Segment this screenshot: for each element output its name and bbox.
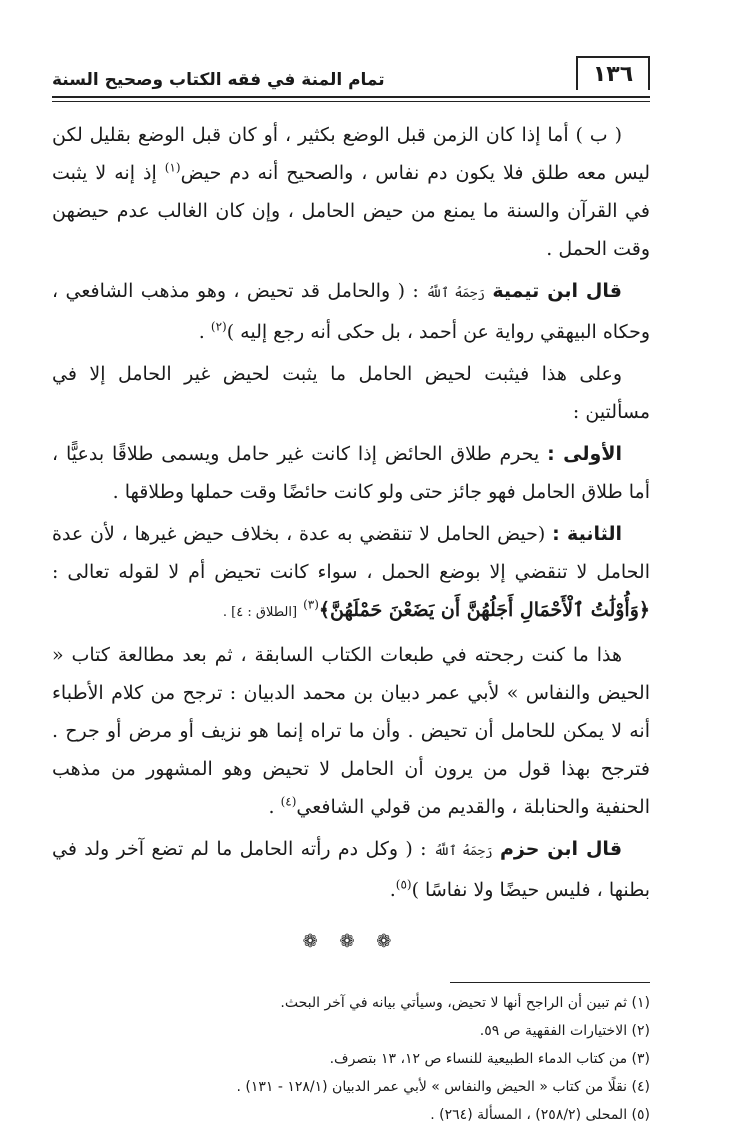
footnote-ref-5: (٥) xyxy=(395,877,412,892)
page-header xyxy=(52,56,650,98)
footnote-1: (١) ثم تبين أن الراجح أنها لا تحيض، وسيأتي بيانه في آخر البحث. xyxy=(280,995,650,1011)
first-case-lead: الأولى : xyxy=(547,443,622,465)
paragraph-3: وعلى هذا فيثبت لحيض الحامل ما يثبت لحيض غير الحامل إلا في مسألتين : xyxy=(52,363,650,423)
paragraph-7-end: . xyxy=(389,879,396,901)
paragraph-2 xyxy=(52,272,650,351)
footnote-4: (٤) نقلًا من كتاب « الحيض والنفاس » لأبي عمر الدبيان (١٢٨/١ - ١٣١) . xyxy=(236,1079,650,1095)
main-text xyxy=(52,116,650,909)
paragraph-6-end: . xyxy=(268,796,281,818)
honorific-2: رَحِمَهُ ٱللَّهُ xyxy=(433,844,493,859)
footnote-5: (٥) المحلى (٢٥٨/٢) ، المسألة (٢٦٤) . xyxy=(430,1107,650,1123)
paragraph-1-rest: إذ إنه لا يثبت في القرآن والسنة ما يمنع من حيض الحامل ، وإن كان الغالب عدم حيضهن وقت الحمل . xyxy=(52,162,650,260)
footnote-rule xyxy=(450,982,650,983)
page-number: ١٣٦ xyxy=(576,56,650,90)
paragraph-6 xyxy=(52,636,650,826)
paragraph-6-text: هذا ما كنت رجحته في طبعات الكتاب السابقة ، ثم بعد مطالعة كتاب « الحيض والنفاس » لأبي عمر دبيان بن محمد الدبيان : ترجح من كلام الأطباء أنه لا يمكن للحامل أن تحيض . وأن ما تراه إنما هو نزيف أو مرض أو جرح . فترجح بهذا قول من يرون أن الحامل لا تحيض وهو المشهور من مذهب الحنفية والحنابلة ، والقديم من قولي الشافعي xyxy=(52,644,650,818)
page xyxy=(52,56,650,1123)
book-title: تمام المنة في فقه الكتاب وصحيح السنة xyxy=(52,70,385,90)
footnote-ref-2: (٢) xyxy=(210,319,227,334)
honorific-1: رَحِمَهُ ٱللَّهُ xyxy=(426,286,485,301)
paragraph-5-text: (حيض الحامل لا تنقضي به عدة ، بخلاف حيض غيرها ، لأن عدة الحامل لا تنقضي إلا بوضع الحمل ، سواء كانت تحيض أم لا لقوله تعالى : xyxy=(52,523,650,583)
footnote-ref-3: (٣) xyxy=(303,597,319,612)
paragraph-4 xyxy=(52,435,650,511)
paragraph-2-end: . xyxy=(198,321,211,343)
footnote-ref-4: (٤) xyxy=(280,794,297,809)
header-rule xyxy=(52,98,650,102)
paragraph-4-text: يحرم طلاق الحائض إذا كانت غير حامل ويسمى طلاقًا بدعيًّا ، أما طلاق الحامل فهو جائز حتى ولو كانت حائضًا وقت حملها وطلاقها . xyxy=(52,443,650,503)
paragraph-1 xyxy=(52,116,650,268)
second-case-lead: الثانية : xyxy=(552,523,622,545)
footnote-2: (٢) الاختيارات الفقهية ص ٥٩. xyxy=(479,1023,650,1039)
paragraph-2-text: : ( والحامل قد تحيض ، وهو مذهب الشافعي ، وحكاه البيهقي رواية عن أحمد ، بل حكى أنه رجع إليه ) xyxy=(52,280,650,343)
section-separator: ❁ ❁ ❁ xyxy=(302,931,400,952)
footnote-ref-1: (١) xyxy=(164,160,181,175)
ibn-hazm-lead: قال ابن حزم xyxy=(499,838,623,860)
paragraph-7-text: : ( وكل دم رأته الحامل ما لم تضع آخر ولد في بطنها ، فليس حيضًا ولا نفاسًا ) xyxy=(52,838,650,901)
quran-verse: ﴿وَأُوْلَٰتُ ٱلْأَحْمَالِ أَجَلُهُنَّ أَن يَضَعْنَ حَمْلَهُنَّ﴾ xyxy=(318,599,650,621)
verse-reference: [الطلاق : ٤] . xyxy=(222,605,298,620)
paragraph-1-text: ( ب ) أما إذا كان الزمن قبل الوضع بكثير ، أو كان قبل الوضع بقليل لكن ليس معه طلق فلا يكون دم نفاس ، والصحيح أنه دم حيض xyxy=(52,124,650,184)
paragraph-7 xyxy=(52,830,650,909)
ibn-taymiyyah-lead: قال ابن تيمية xyxy=(492,280,622,302)
footnote-3: (٣) من كتاب الدماء الطبيعية للنساء ص ١٢، ١٣ بتصرف. xyxy=(329,1051,650,1067)
paragraph-5 xyxy=(52,515,650,632)
footnotes xyxy=(52,989,650,1129)
